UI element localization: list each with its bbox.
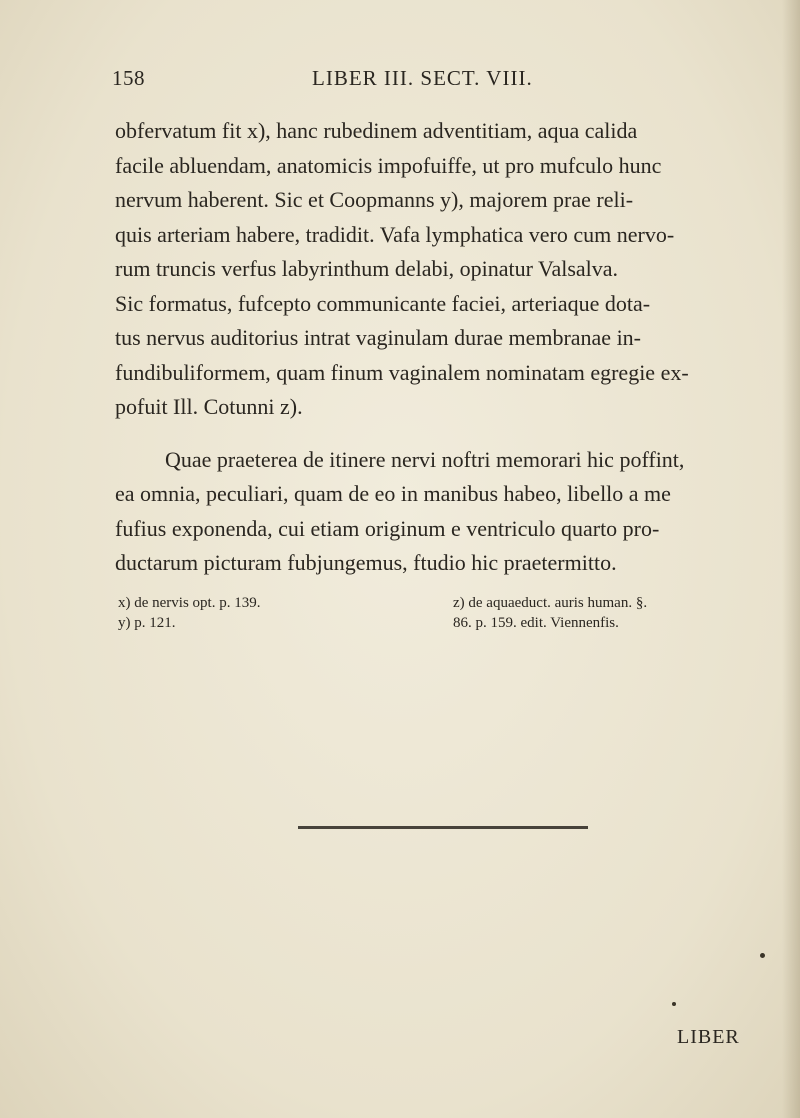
text-line: pofuit Ill. Cotunni z).: [115, 394, 303, 419]
page-header: [112, 66, 730, 96]
page-number: 158: [112, 66, 145, 90]
footnotes-left: [118, 593, 408, 633]
paragraph-2: [115, 443, 745, 581]
ink-speck: [760, 953, 765, 958]
text-line: tus nervus auditorius intrat vaginulam durae membranae in-: [115, 325, 642, 350]
text-line: fundibuliformem, quam finum vaginalem nominatam egregie ex-: [115, 359, 689, 385]
text-line: fufius exponenda, cui etiam originum e ventriculo quarto pro-: [115, 515, 660, 541]
text-line: obfervatum fit x), hanc rubedinem adventitiam, aqua calida: [115, 118, 638, 143]
footnote-y: y) p. 121.: [118, 615, 176, 631]
text-line: nervum haberent. Sic et Coopmanns y), majorem prae reli-: [115, 187, 634, 212]
catchword: LIBER: [677, 1026, 740, 1048]
footnote-x: x) de nervis opt. p. 139.: [118, 595, 261, 611]
text-line: ductarum picturam fubjungemus, ftudio hic praetermitto.: [115, 550, 617, 575]
ink-speck: [672, 1002, 676, 1006]
running-head: LIBER III. SECT. VIII.: [312, 66, 533, 90]
text-line: facile abluendam, anatomicis impofuiffe, ut pro mufculo hunc: [115, 152, 662, 178]
body-text: [115, 114, 745, 581]
footnotes-right: [453, 593, 753, 633]
paragraph-1: [115, 114, 745, 425]
footnote-z-cont: 86. p. 159. edit. Viennenfis.: [453, 615, 619, 631]
section-rule: [298, 826, 588, 829]
footnote-z: z) de aquaeduct. auris human. §.: [453, 595, 648, 611]
text-line: quis arteriam habere, tradidit. Vafa lymphatica vero cum nervo-: [115, 221, 675, 247]
page-edge-shadow: [782, 0, 800, 1118]
text-line: Quae praeterea de itinere nervi noftri memorari hic poffint,: [165, 446, 685, 472]
text-line: rum truncis verfus labyrinthum delabi, opinatur Valsalva.: [115, 256, 619, 281]
text-line: Sic formatus, fufcepto communicante faciei, arteriaque dota-: [115, 290, 651, 316]
text-line: ea omnia, peculiari, quam de eo in manibus habeo, libello a me: [115, 481, 671, 506]
